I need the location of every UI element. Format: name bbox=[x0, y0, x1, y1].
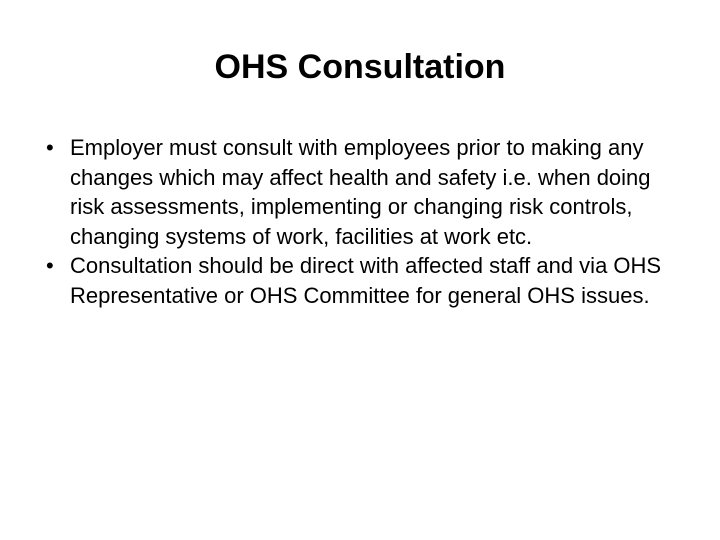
bullet-list bbox=[46, 133, 686, 310]
slide-title: OHS Consultation bbox=[214, 48, 506, 86]
bullet-text: Employer must consult with employees prior to making any changes which may affect health and safety i.e. when doing risk assessments, implementing or changing risk controls, changing systems of work, facilities at work etc. bbox=[70, 135, 651, 249]
bullet-marker: • bbox=[46, 253, 54, 278]
bullet-item-consult-before-changes bbox=[46, 133, 686, 251]
bullet-marker: • bbox=[46, 135, 54, 160]
bullet-item-consultation-method bbox=[46, 251, 686, 310]
bullet-text: Consultation should be direct with affected staff and via OHS Representative or OHS Committee for general OHS issues. bbox=[70, 253, 662, 308]
